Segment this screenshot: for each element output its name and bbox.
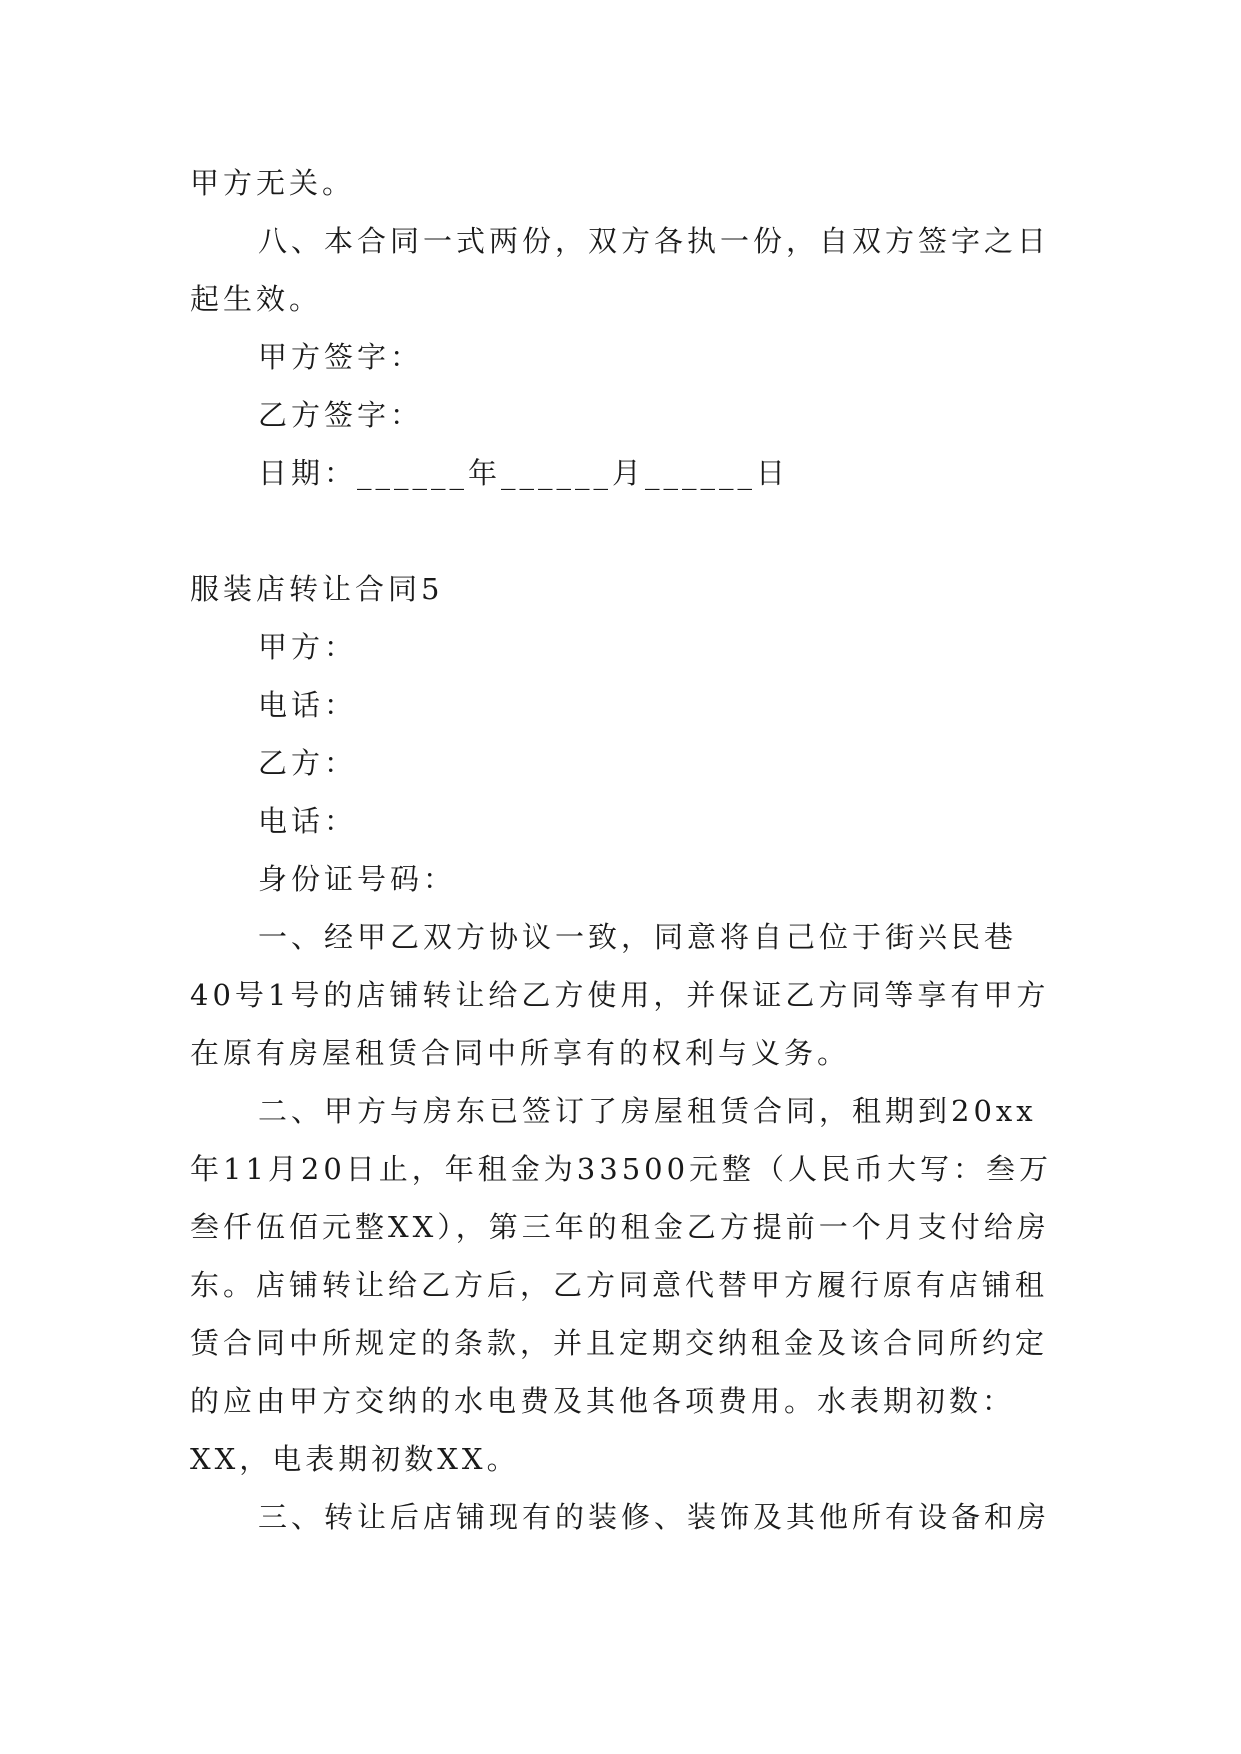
id-number-field: 身份证号码： [258, 862, 457, 896]
clause-two: 二、甲方与房东已签订了房屋租赁合同，租期到20xx年11月20日止，年租金为33500元整（人民币大写：叁万叁仟伍佰元整XX），第三年的租金乙方提前一个月支付给房东。店铺转让给乙方后，乙方同意代替甲方履行原有店铺租赁合同中所规定的条款，并且定期交纳租金及该合同所约定的应由甲方交纳的水电费及其他各项费用。水表期初数：XX，电表期初数XX。 [190, 1094, 1053, 1476]
date-line: 日期：______年______月______日 [258, 456, 790, 490]
paragraph-continuation: 甲方无关。 [190, 166, 356, 200]
party-b-phone-field: 电话： [258, 804, 358, 838]
document-body [190, 154, 1060, 1546]
clause-one: 一、经甲乙双方协议一致，同意将自己位于街兴民巷40号1号的店铺转让给乙方使用，并保证乙方同等享有甲方在原有房屋租赁合同中所享有的权利与义务。 [190, 920, 1050, 1070]
party-a-field: 甲方： [258, 630, 358, 664]
party-b-signature-line: 乙方签字： [258, 398, 424, 432]
party-b-field: 乙方： [258, 746, 358, 780]
contract-title: 服装店转让合同5 [190, 572, 444, 606]
clause-three: 三、转让后店铺现有的装修、装饰及其他所有设备和房 [258, 1500, 1051, 1534]
clause-eight: 八、本合同一式两份，双方各执一份，自双方签字之日起生效。 [190, 224, 1051, 316]
party-a-signature-line: 甲方签字： [258, 340, 424, 374]
section-spacer [190, 502, 1060, 560]
party-a-phone-field: 电话： [258, 688, 358, 722]
